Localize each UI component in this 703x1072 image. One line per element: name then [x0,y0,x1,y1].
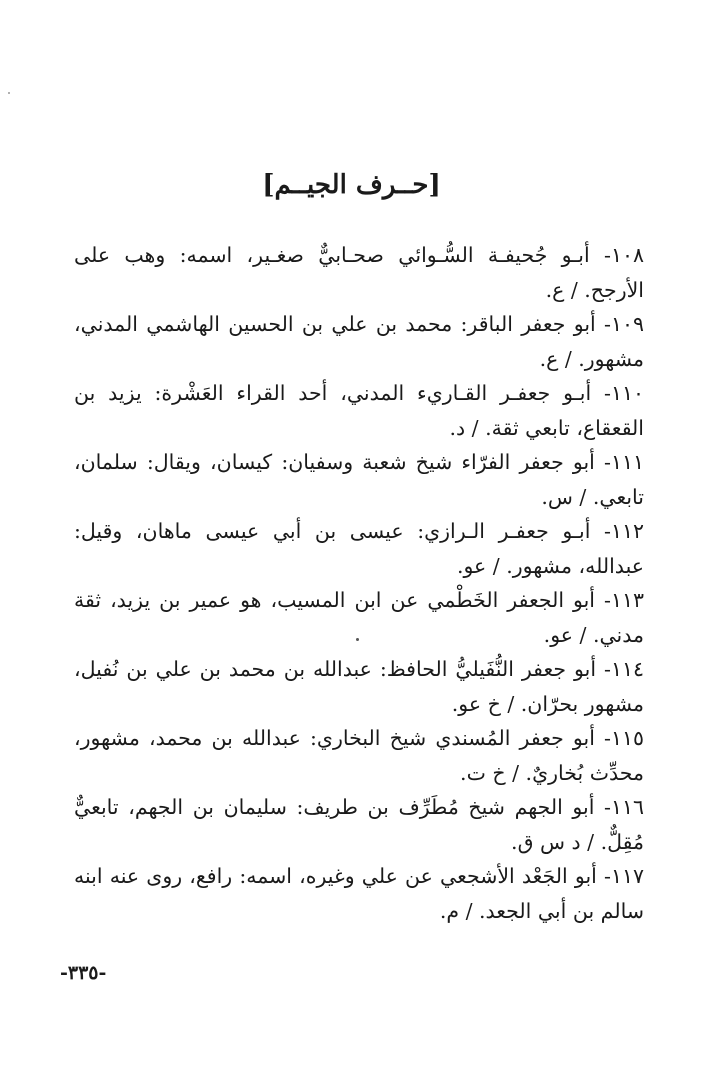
entry-number: ١١٧- [596,864,644,888]
entry-text: أبـو جعفـر القـاريء المدني، أحد القراء العَشْرة: يزيد بن القعقاع، تابعي ثقة. / د. [74,381,644,440]
entry [74,583,644,652]
entry [74,652,644,721]
entry-number: ١٠٨- [589,243,644,267]
entry-text: أبو الجهم شيخ مُطَرِّف بن طريف: سليمان بن الجهم، تابعيٌّ مُقِلٌّ. / د س ق. [74,795,644,854]
entry [74,376,644,445]
page-number: -٣٣٥- [60,962,107,984]
entry-number: ١١٢- [590,519,645,543]
entry-number: ١١١- [594,450,644,474]
entry-number: ١١٣- [595,588,644,612]
entry [74,859,644,928]
entry-text: أبـو جعفـر الـرازي: عيسى بن أبي عيسى ماهان، وقيل: عبدالله، مشهور. / عو. [74,519,644,578]
entry [74,514,644,583]
scan-speck [8,92,10,94]
entry [74,238,644,307]
entry-text: أبو جعفر الفرّاء شيخ شعبة وسفيان: كيسان، ويقال: سلمان، تابعي. / س. [74,450,644,509]
entry [74,445,644,514]
entry-number: ١١٥- [594,726,644,750]
entry-number: ١١٠- [591,381,644,405]
entry-text: أبو جعفر النُّفَيليُّ الحافظ: عبدالله بن محمد بن علي بن نُفيل، مشهور بحرّان. / خ عو. [74,657,644,716]
entry-number: ١١٦- [594,795,644,819]
entry [74,307,644,376]
entry [74,790,644,859]
entry-text: أبو جعفر الباقر: محمد بن علي بن الحسين الهاشمي المدني، مشهور. / ع. [74,312,644,371]
entry [74,721,644,790]
scan-speck [356,638,359,641]
entry-text: أبو جعفر المُسندي شيخ البخاري: عبدالله بن محمد، مشهور، محدِّث بُخاريٌ. / خ ت. [74,726,644,785]
entry-text: أبو الجَعْد الأشجعي عن علي وغيره، اسمه: رافع، روى عنه ابنه سالم بن أبي الجعد. / م. [74,864,644,923]
section-title: [حــرف الجيــم] [262,170,441,200]
entry-text: أبـو جُحيفـة السُّـوائي صحـابيٌّ صغـير، اسمه: وهب على الأرجح. / ع. [74,243,644,302]
entries-list [74,238,644,928]
entry-text: أبو الجعفر الخَطْمي عن ابن المسيب، هو عمير بن يزيد، ثقة مدني. / عو. [74,588,644,647]
entry-number: ١١٤- [596,657,644,681]
entry-number: ١٠٩- [595,312,644,336]
